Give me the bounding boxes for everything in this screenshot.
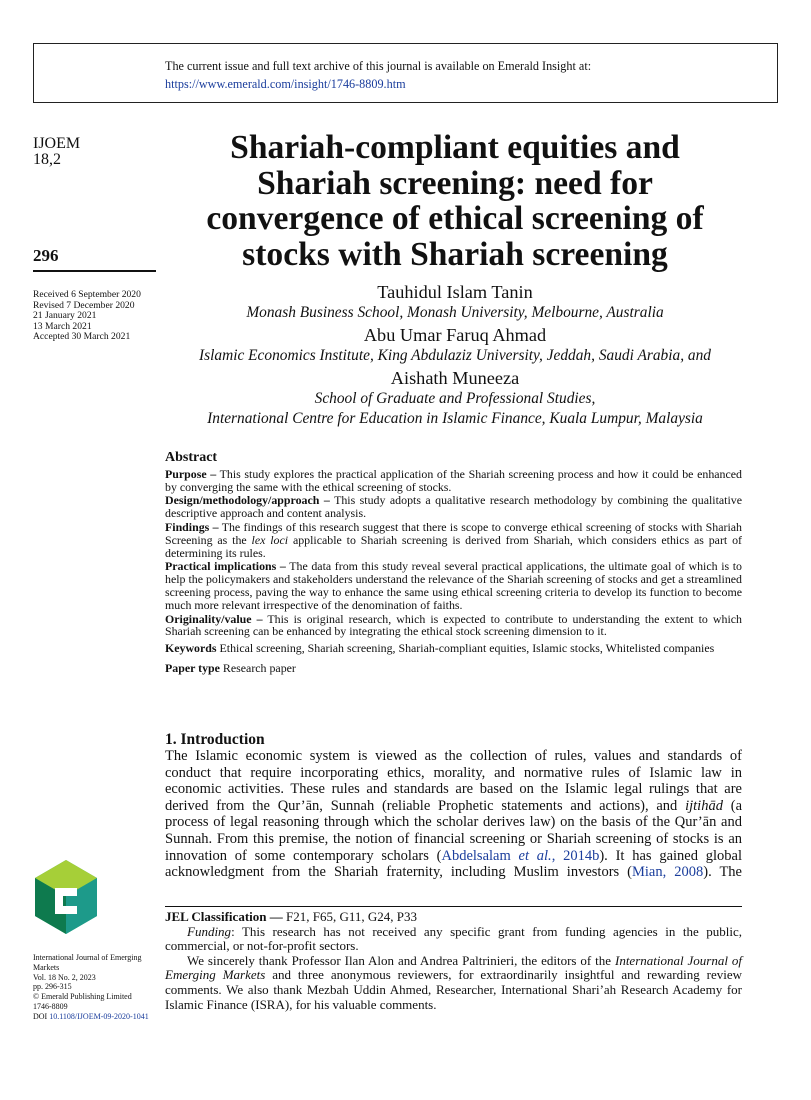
accepted-date: Accepted 30 March 2021 bbox=[33, 331, 131, 343]
footnote-rule bbox=[165, 906, 742, 907]
notice-text: The current issue and full text archive of this journal is available on Emerald Insight at: bbox=[165, 59, 592, 73]
revised-date: 13 March 2021 bbox=[33, 320, 92, 332]
keywords-label: Keywords bbox=[165, 641, 217, 656]
practical-text: The data from this study reveal several practical applications, the ultimate goal of which is to help the policymakers and stakeholders understand the relevance of the Shariah screening of stocks and get a streamlined screening process, paving the way to enhance the same using ethical screening criteria to develop its function to become much more relevant irrespective of the denomination of faiths. bbox=[165, 559, 742, 612]
abstract-findings bbox=[165, 521, 742, 559]
paper-title bbox=[160, 130, 750, 272]
paper-type-text: Research paper bbox=[222, 660, 296, 675]
author-name: Tauhidul Islam Tanin bbox=[377, 282, 533, 302]
doi-link[interactable]: 10.1108/IJOEM-09-2020-1041 bbox=[49, 1011, 149, 1021]
page-number: 296 bbox=[33, 246, 59, 265]
findings-label: Findings – bbox=[165, 519, 219, 534]
abstract-purpose bbox=[165, 468, 742, 494]
volume-issue: 18,2 bbox=[33, 151, 61, 168]
title-line: convergence of ethical screening of bbox=[206, 200, 704, 237]
body-line bbox=[165, 864, 742, 881]
thanks-emphasis: International Journal of Emerging Markets bbox=[165, 952, 742, 983]
keywords-text: Ethical screening, Shariah screening, Shariah-compliant equities, Islamic stocks, Whitelisted companies bbox=[219, 641, 715, 656]
section-heading: 1. Introduction bbox=[165, 731, 265, 748]
body-text: acknowledgment from the Shariah fraternity, including Muslim investors ( bbox=[165, 864, 632, 881]
body-line bbox=[165, 848, 742, 865]
body-text: ). It has gained global bbox=[599, 847, 742, 864]
body-text: ). The bbox=[703, 864, 742, 881]
funding-label: Funding bbox=[187, 923, 232, 939]
findings-text: The findings of this research suggest that there is scope to converge ethical screening of stocks with Shariah Screening as the bbox=[165, 519, 742, 547]
footnote bbox=[165, 910, 742, 1012]
author-affiliation: Monash Business School, Monash University, Melbourne, Australia bbox=[246, 304, 664, 321]
author-name: Aishath Muneeza bbox=[390, 368, 520, 388]
thanks-text: and three anonymous reviewers, for extraordinarily insightful and rewarding review comments. We also thank Mezbah Uddin Ahmed, Researcher, International Shari’ah Research Academy for Islamic Finance (ISRA), for his valuable comments. bbox=[165, 967, 743, 1012]
issn-line: 1746-8809 bbox=[33, 1001, 68, 1011]
journal-abbrev: IJOEM bbox=[33, 135, 81, 152]
body-line: Sunnah. From this premise, the notion of financial screening or Shariah screening of stocks is an bbox=[165, 830, 742, 847]
acknowledgements bbox=[165, 954, 742, 1012]
journal-code bbox=[33, 136, 80, 168]
findings-emphasis: lex loci bbox=[251, 532, 289, 547]
body-line: economic activities. These rules and standards are based on the Islamic legal rulings that are bbox=[165, 781, 742, 798]
title-line: Shariah screening: need for bbox=[257, 164, 653, 202]
journal-name-line: International Journal of Emerging bbox=[33, 953, 142, 962]
originality-text: This is original research, which is expected to contribute to understanding the extent to which Shariah screening can be enhanced by integrating the ethical stock screening dimension to it. bbox=[165, 611, 742, 639]
author-name: Abu Umar Faruq Ahmad bbox=[363, 325, 547, 345]
funding-statement bbox=[165, 925, 742, 954]
author-affiliation: Islamic Economics Institute, King Abdulaziz University, Jeddah, Saudi Arabia, and bbox=[199, 347, 711, 364]
journal-url-link[interactable]: https://www.emerald.com/insight/1746-8809.htm bbox=[165, 77, 406, 91]
history-dates bbox=[33, 290, 141, 343]
paper-type-label: Paper type bbox=[165, 660, 220, 675]
jel-label: JEL Classification — bbox=[165, 909, 283, 924]
keywords bbox=[165, 642, 742, 655]
title-line: Shariah-compliant equities and bbox=[230, 129, 680, 166]
findings-text: applicable to Shariah screening is derived from Shariah, which considers ethics as part of determining its rules. bbox=[165, 532, 742, 560]
body-line: The Islamic economic system is viewed as the collection of rules, values and standards of bbox=[165, 748, 742, 764]
journal-name-line: Markets bbox=[33, 962, 60, 972]
body-emphasis: ijtihād bbox=[685, 797, 723, 814]
revised-date: Revised 7 December 2020 bbox=[33, 299, 135, 311]
jel-classification bbox=[165, 910, 742, 925]
author-affiliation: International Centre for Education in Islamic Finance, Kuala Lumpur, Malaysia bbox=[207, 410, 703, 427]
paper-type bbox=[165, 662, 742, 675]
design-text: This study adopts a qualitative research methodology by combining the qualitative descriptive approach and content analysis. bbox=[165, 493, 742, 521]
citation-link[interactable]: Mian, 2008 bbox=[632, 864, 704, 881]
abstract-heading: Abstract bbox=[165, 450, 218, 465]
thanks-text: We sincerely thank Professor Ilan Alon and Andrea Paltrinieri, the editors of the bbox=[187, 952, 612, 968]
practical-label: Practical implications – bbox=[165, 559, 286, 574]
body-line: conduct that require incorporating ethics, morality, and normative rules of Islamic law in bbox=[165, 764, 742, 781]
design-label: Design/methodology/approach – bbox=[165, 493, 330, 508]
purpose-text: This study explores the practical application of the Shariah screening process and how it could be enhanced by converging the same with the ethical screening of stocks. bbox=[165, 466, 742, 494]
body-line bbox=[165, 798, 742, 815]
abstract bbox=[165, 452, 742, 675]
abstract-practical bbox=[165, 560, 742, 611]
body-line: process of legal reasoning through which the scholar derives law) on the basis of the Qur’ān and bbox=[165, 814, 742, 831]
title-line: stocks with Shariah screening bbox=[242, 235, 668, 273]
revised-date: 21 January 2021 bbox=[33, 310, 97, 322]
pages-line: pp. 296-315 bbox=[33, 982, 72, 992]
originality-label: Originality/value – bbox=[165, 611, 263, 626]
author-affiliation: School of Graduate and Professional Studies, bbox=[314, 390, 596, 407]
abstract-design bbox=[165, 494, 742, 520]
journal-notice-box bbox=[33, 43, 778, 103]
volume-line: Vol. 18 No. 2, 2023 bbox=[33, 972, 96, 982]
body-text: derived from the Qur’ān, Sunnah (reliable Prophetic statements and actions), and bbox=[165, 797, 678, 814]
purpose-label: Purpose – bbox=[165, 466, 217, 481]
introduction-body bbox=[165, 748, 742, 881]
body-text: (a bbox=[730, 797, 743, 814]
body-text: innovation of some contemporary scholars ( bbox=[165, 847, 442, 864]
journal-info bbox=[33, 953, 149, 1022]
crossmark-logo-icon bbox=[33, 858, 99, 936]
publisher-line: © Emerald Publishing Limited bbox=[33, 992, 132, 1002]
page-number-rule bbox=[33, 270, 156, 272]
abstract-originality bbox=[165, 613, 742, 639]
received-date: Received 6 September 2020 bbox=[33, 289, 141, 300]
citation-link[interactable]: Abdelsalam et al., 2014b bbox=[441, 847, 600, 864]
doi-label: DOI bbox=[33, 1011, 48, 1021]
jel-codes: F21, F65, G11, G24, P33 bbox=[286, 909, 417, 924]
funding-text: : This research has not received any specific grant from funding agencies in the public, commercial, or not-for-profit sectors. bbox=[165, 923, 742, 954]
